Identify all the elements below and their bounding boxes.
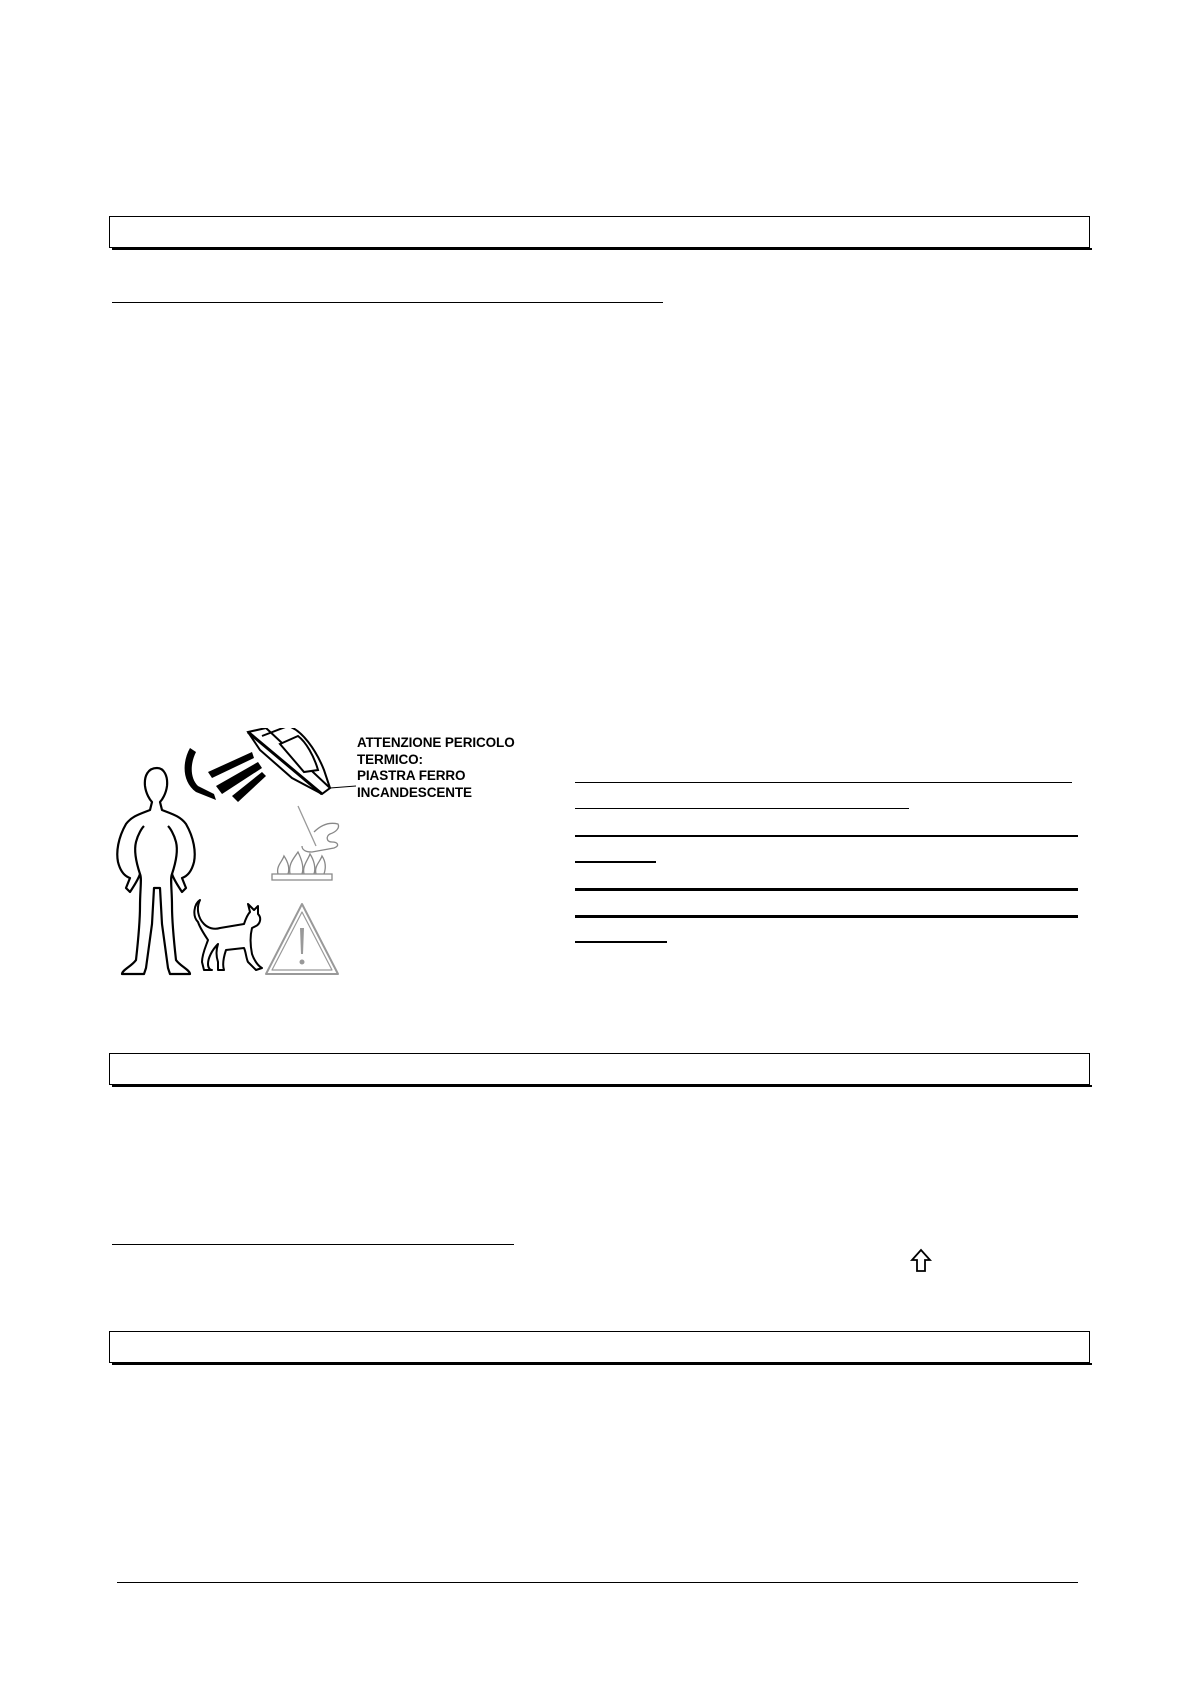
section-header-box-2 [109,1053,1090,1085]
thermal-hazard-illustration [112,728,372,983]
section-header-box-1 [109,216,1090,248]
heading-underline-2 [112,1244,514,1245]
iron-icon [248,728,330,794]
text-underline-6 [575,915,1078,918]
text-underline-3 [575,835,1078,837]
label-pointer-line [330,786,356,788]
warning-line-2: TERMICO: [357,751,423,767]
footer-rule [117,1582,1078,1583]
thermal-hazard-warning-label [357,735,515,801]
hand-on-fire-icon [272,806,339,880]
text-underline-2 [575,808,909,809]
person-figure-icon [117,768,194,974]
heading-underline-1 [112,302,663,303]
cat-figure-icon [194,900,262,970]
heat-rays-icon [185,748,266,802]
warning-line-4: INCANDESCENTE [357,784,472,800]
section-header-box-3 [109,1331,1090,1363]
text-underline-5 [575,888,1078,891]
arrow-up-outline-icon [910,1248,932,1274]
warning-line-1: ATTENZIONE PERICOLO [357,735,515,750]
warning-triangle-icon [266,904,338,974]
text-underline-1 [575,782,1072,783]
text-underline-4 [575,861,656,863]
text-underline-7 [575,941,667,943]
warning-line-3: PIASTRA FERRO [357,768,466,783]
